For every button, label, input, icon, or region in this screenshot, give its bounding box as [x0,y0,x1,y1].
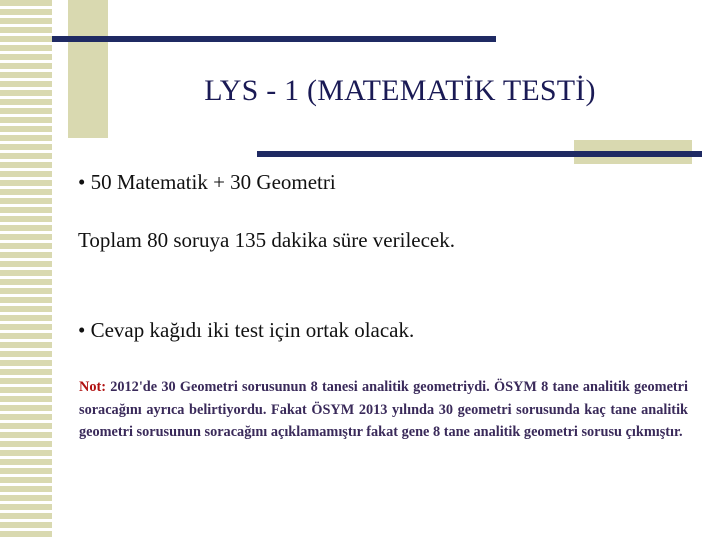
decorative-navy-line-top [52,36,496,42]
note-label: Not: [79,379,106,395]
slide-title: LYS - 1 (MATEMATİK TESTİ) [204,74,596,107]
text-line-duration: Toplam 80 soruya 135 dakika süre verilecek. [78,228,455,252]
note-paragraph [79,376,688,444]
bullet-item-question-count: • 50 Matematik + 30 Geometri [78,170,336,194]
decorative-olive-block-top [68,0,108,138]
decorative-navy-line-bottom [257,151,702,157]
bullet-item-answer-sheet: • Cevap kağıdı iki test için ortak olacak. [78,318,415,342]
note-text: 2012'de 30 Geometri sorusunun 8 tanesi analitik geometriydi. ÖSYM 8 tane analitik geometri soracağını ayrıca belirtiyordu. Fakat ÖSYM 2013 yılında 30 geometri sorusunda kaç tane analitik geometri sorusunun soracağını açıklamamıştır fakat gene 8 tane analitik geometri sorusu çıkmıştır. [79,379,688,440]
decorative-stripe-bar [0,0,52,540]
